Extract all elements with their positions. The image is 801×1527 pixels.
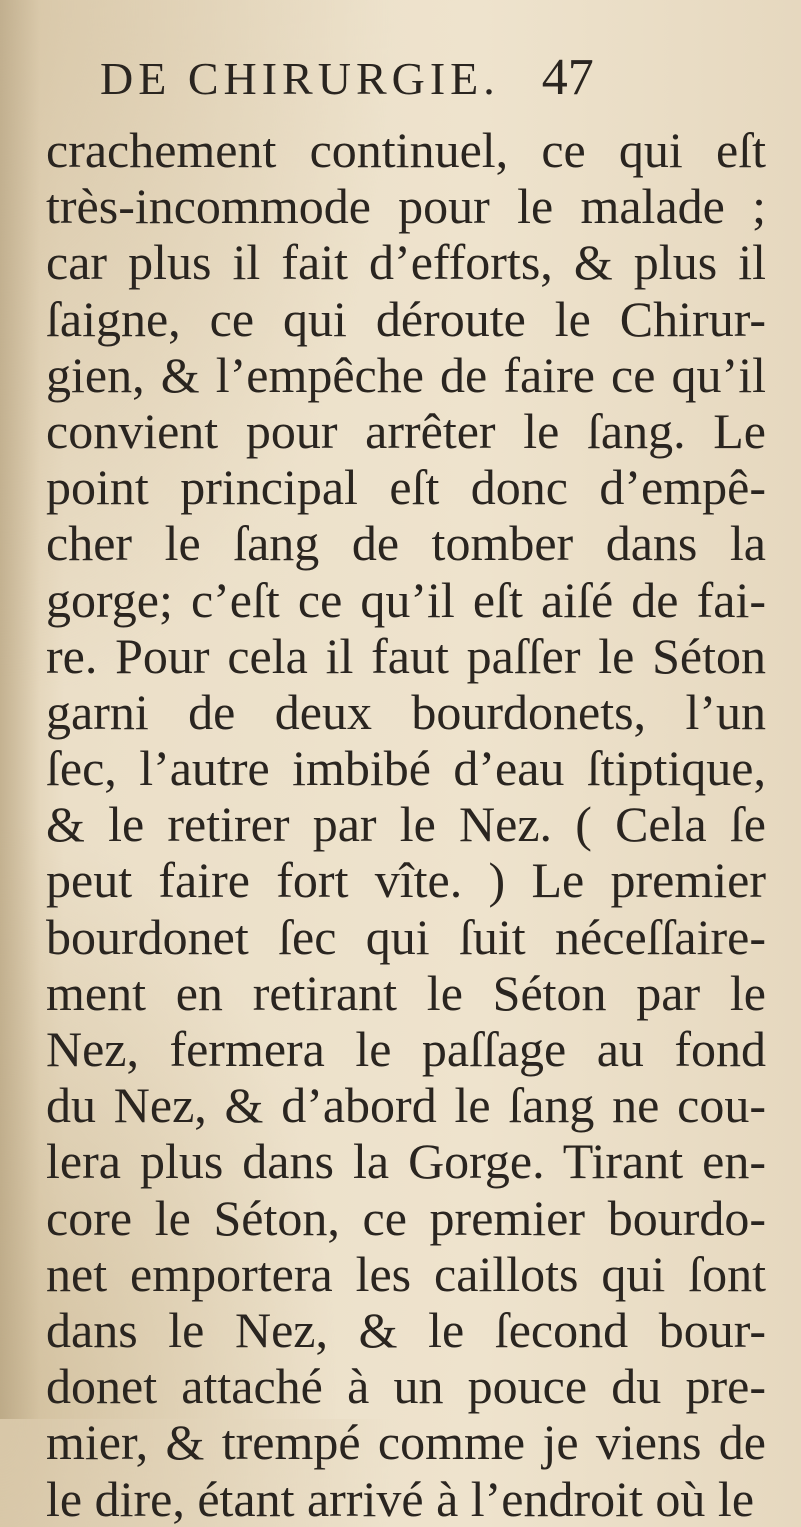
running-head bbox=[100, 48, 700, 120]
text-line: ſec, l’autre imbibé d’eau ſtiptique, bbox=[46, 740, 766, 797]
body-text bbox=[46, 122, 766, 1527]
text-line: crachement continuel, ce qui eſt bbox=[46, 122, 766, 178]
text-line: garni de deux bourdonets, l’un bbox=[46, 683, 766, 740]
text-line: net emportera les caillots qui ſont bbox=[46, 1245, 766, 1302]
text-line: cher le ſang de tomber dans la bbox=[46, 515, 766, 572]
text-line: ſaigne, ce qui déroute le Chirur- bbox=[46, 290, 766, 347]
text-line: très-incommode pour le malade ; bbox=[46, 178, 766, 235]
text-line: gorge; c’eſt ce qu’il eſt aiſé de fai- bbox=[46, 571, 766, 628]
text-line: gien, & l’empêche de faire ce qu’il bbox=[46, 346, 766, 403]
text-line: du Nez, & d’abord le ſang ne cou- bbox=[46, 1077, 766, 1134]
page-gutter-shadow bbox=[0, 0, 40, 1419]
text-line: dans le Nez, & le ſecond bour- bbox=[46, 1301, 766, 1358]
text-line: convient pour arrêter le ſang. Le bbox=[46, 402, 766, 459]
text-line: donet attaché à un pouce du pre- bbox=[46, 1358, 766, 1415]
text-line: car plus il fait d’efforts, & plus il bbox=[46, 234, 766, 291]
text-line: point principal eſt donc d’empê- bbox=[46, 459, 766, 516]
text-line: peut faire fort vîte. ) Le premier bbox=[46, 852, 766, 909]
text-line: core le Séton, ce premier bourdo- bbox=[46, 1189, 766, 1246]
text-line: mier, & trempé comme je viens de bbox=[46, 1414, 766, 1471]
running-title: DE CHIRURGIE. bbox=[100, 53, 500, 104]
text-line: le dire, étant arrivé à l’endroit où le bbox=[46, 1470, 755, 1527]
text-line: Nez, fermera le paſſage au fond bbox=[46, 1021, 766, 1077]
text-line: bourdonet ſec qui ſuit néceſſaire- bbox=[46, 908, 766, 965]
page-number: 47 bbox=[541, 49, 594, 106]
text-line: lera plus dans la Gorge. Tirant en- bbox=[46, 1133, 766, 1190]
text-line: ment en retirant le Séton par le bbox=[46, 964, 766, 1021]
text-line: & le retirer par le Nez. ( Cela ſe bbox=[46, 796, 766, 853]
text-line: re. Pour cela il faut paſſer le Séton bbox=[46, 627, 766, 684]
